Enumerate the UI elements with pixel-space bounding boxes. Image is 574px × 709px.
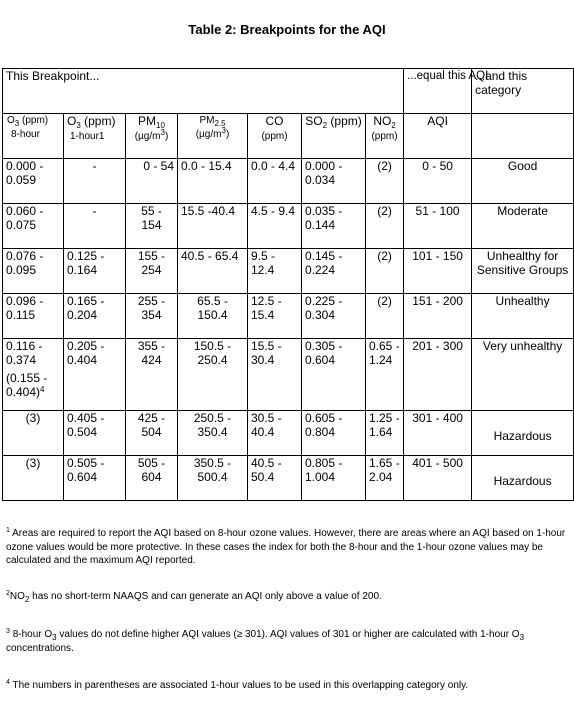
cell-co: 9.5 - 12.4 [248, 249, 302, 294]
cell-o3-8hour: 0.060 - 0.075 [3, 204, 64, 249]
cell-pm10: 255 - 354 [126, 294, 178, 339]
cell-no2: (2) [366, 294, 404, 339]
cell-co: 12.5 - 15.4 [248, 294, 302, 339]
cell-aqi: 51 - 100 [404, 204, 472, 249]
footnote-4: $^4$ The numbers in parentheses are associated 1-hour values to be used in this overlapping category only. [6, 679, 469, 691]
cell-pm25: 350.5 - 500.4 [178, 456, 248, 501]
cell-pm25: 15.5 -40.4 [178, 204, 248, 249]
cell-category: Moderate [472, 204, 574, 249]
cell-co: 40.5 - 50.4 [248, 456, 302, 501]
table-row [3, 249, 574, 294]
cell-o3-8hour: 0.000 - 0.059 [3, 159, 64, 204]
col-so2: $SO_2$ (ppm) [302, 114, 366, 159]
cell-pm25: 65.5 - 150.4 [178, 294, 248, 339]
cell-o3-8hour: (3) [3, 411, 64, 456]
cell-o3-1hour: - [64, 159, 126, 204]
cell-pm10: 425 - 504 [126, 411, 178, 456]
col-co: CO (ppm) [248, 114, 302, 159]
cell-pm10: 505 - 604 [126, 456, 178, 501]
cell-so2: 0.035 - 0.144 [302, 204, 366, 249]
cell-o3-8hour: 0.116 - 0.374 (0.155 - 0.404)$^4$ [3, 339, 64, 411]
footnote-3: $^3$ 8-hour $O_3$ values do not define higher AQI values (≥ 301). AQI values of 301 or higher are calculated with 1-hour $O_3$ concentrations. [6, 628, 525, 654]
table-row [3, 294, 574, 339]
cell-co: 15.5 - 30.4 [248, 339, 302, 411]
cell-category: Unhealthy for Sensitive Groups [472, 249, 574, 294]
cell-o3-1hour: 0.125 - 0.164 [64, 249, 126, 294]
cell-aqi: 101 - 150 [404, 249, 472, 294]
cell-aqi: 201 - 300 [404, 339, 472, 411]
cell-co: 30.5 - 40.4 [248, 411, 302, 456]
cell-category: Hazardous [472, 411, 574, 456]
cell-so2: 0.225 - 0.304 [302, 294, 366, 339]
cell-pm10: 55 - 154 [126, 204, 178, 249]
col-category [472, 114, 574, 159]
cell-no2: (2) [366, 204, 404, 249]
cell-aqi: 301 - 400 [404, 411, 472, 456]
cell-so2: 0.145 - 0.224 [302, 249, 366, 294]
cell-aqi: 401 - 500 [404, 456, 472, 501]
col-o3-1hour: $O_3$ (ppm) 1-hour1 [64, 114, 126, 159]
cell-o3-1hour: 0.205 - 0.404 [64, 339, 126, 411]
cell-so2: 0.805 - 1.004 [302, 456, 366, 501]
col-pm10: $PM_{10}$ $(\mu g/m^3)$ [126, 114, 178, 159]
cell-pm25: 0.0 - 15.4 [178, 159, 248, 204]
cell-o3-1hour: 0.405 - 0.504 [64, 411, 126, 456]
footnote-2: $^2NO_2$ has no short-term NAAQS and can generate an AQI only above a value of 200. [6, 590, 382, 604]
table-title: Table 2: Breakpoints for the AQI [188, 22, 386, 37]
cell-o3-1hour: 0.505 - 0.604 [64, 456, 126, 501]
cell-co: 0.0 - 4.4 [248, 159, 302, 204]
cell-o3-8hour: 0.076 - 0.095 [3, 249, 64, 294]
header-equal-aqi: ...equal this AQI [404, 69, 472, 114]
cell-aqi: 0 - 50 [404, 159, 472, 204]
cell-no2: 1.65 - 2.04 [366, 456, 404, 501]
cell-aqi: 151 - 200 [404, 294, 472, 339]
col-o3-8hour: $O_3$ (ppm) 8-hour [3, 114, 64, 159]
cell-no2: (2) [366, 159, 404, 204]
cell-o3-8hour: (3) [3, 456, 64, 501]
cell-no2: 1.25 - 1.64 [366, 411, 404, 456]
table-row [3, 339, 574, 411]
cell-pm10: 155 - 254 [126, 249, 178, 294]
cell-no2: 0.65 - 1.24 [366, 339, 404, 411]
cell-so2: 0.305 - 0.604 [302, 339, 366, 411]
cell-category: Hazardous [472, 456, 574, 501]
col-pm25: $PM_{2.5}$ $(\mu g/m^3)$ [178, 114, 248, 159]
table-row [3, 456, 574, 501]
cell-pm25: 250.5 - 350.4 [178, 411, 248, 456]
table-row [3, 204, 574, 249]
table-row [3, 159, 574, 204]
col-aqi: AQI [404, 114, 472, 159]
cell-pm25: 150.5 - 250.4 [178, 339, 248, 411]
footnote-1: $^1$ Areas are required to report the AQI based on 8-hour ozone values. However, there are areas where an AQI based on 1-hour ozone values would be more protective. In these cases the index for both the 8-hour and the 1-hour ozone values may be calculated and the maximum AQI reported. [6, 527, 566, 566]
cell-o3-8hour: 0.096 - 0.115 [3, 294, 64, 339]
cell-no2: (2) [366, 249, 404, 294]
cell-pm10: 0 - 54 [126, 159, 178, 204]
cell-o3-1hour: - [64, 204, 126, 249]
cell-so2: 0.000 - 0.034 [302, 159, 366, 204]
col-no2: $NO_2$ (ppm) [366, 114, 404, 159]
cell-pm25: 40.5 - 65.4 [178, 249, 248, 294]
cell-category: Good [472, 159, 574, 204]
cell-pm10: 355 - 424 [126, 339, 178, 411]
cell-o3-1hour: 0.165 - 0.204 [64, 294, 126, 339]
cell-category: Very unhealthy [472, 339, 574, 411]
cell-co: 4.5 - 9.4 [248, 204, 302, 249]
header-this-breakpoint: This Breakpoint... [3, 69, 404, 114]
header-and-category: ...and this category [472, 69, 574, 114]
table-row [3, 411, 574, 456]
cell-o3-8hour-overlap: (0.155 - 0.404) [6, 371, 48, 399]
cell-category: Unhealthy [472, 294, 574, 339]
cell-so2: 0.605 - 0.804 [302, 411, 366, 456]
aqi-breakpoints-table [2, 68, 574, 501]
